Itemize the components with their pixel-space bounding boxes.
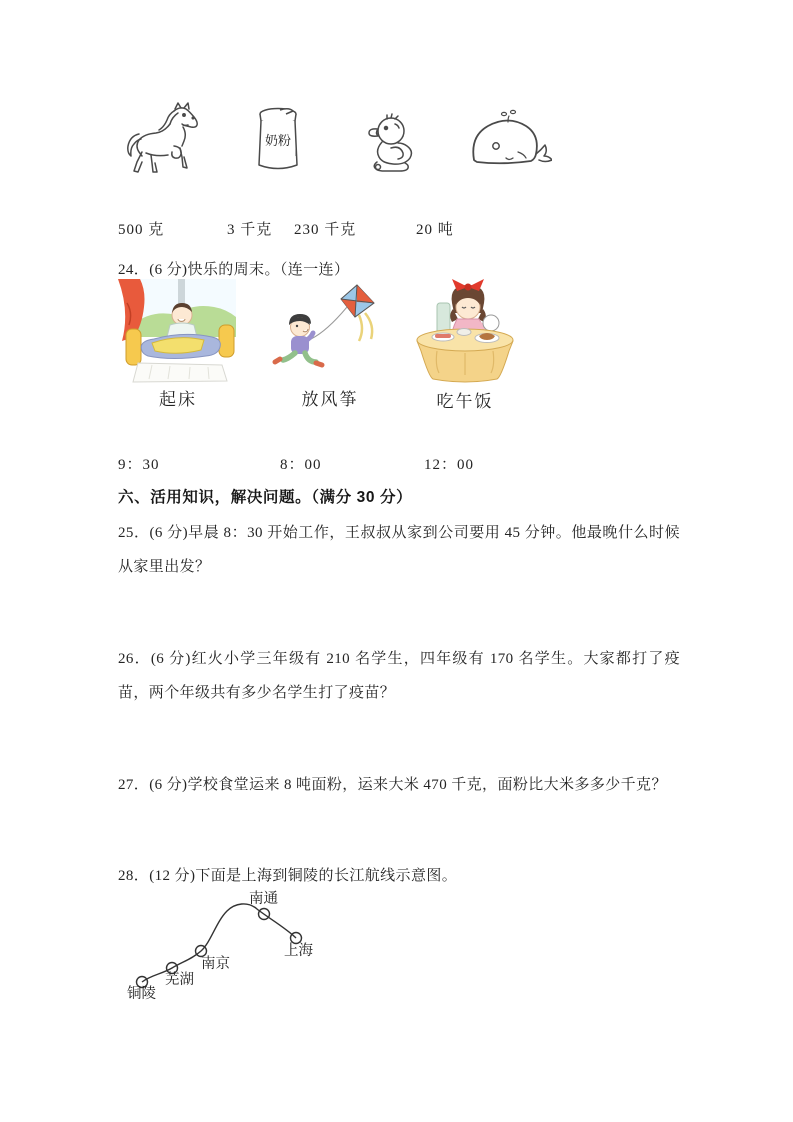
question-28-title: 28．(12 分)下面是上海到铜陵的长江航线示意图。 [118,868,458,884]
activity-label: 起床 [159,390,197,409]
jar-text: 奶粉 [264,133,292,148]
question-25-text: 25．(6 分)早晨 8：30 开始工作，王叔叔从家到公司要用 45 分钟。他最晚什么时候从家里出发？ [118,525,680,575]
weight-option: 230 千克 [294,222,357,238]
weight-option: 500 克 [118,222,165,238]
station-label: 铜陵 [127,986,156,1002]
horse-icon [118,101,200,179]
time-option: 9：30 [118,457,160,473]
station-label: 芜湖 [165,972,194,988]
question-26-text: 26．(6 分)红火小学三年级有 210 名学生，四年级有 170 名学生。大家都打了疫苗，两个年级共有多少名学生打了疫苗？ [118,651,680,701]
route-diagram [105,885,335,1007]
milk-powder-jar-icon [252,106,304,174]
question-27-text: 27．(6 分)学校食堂运来 8 吨面粉，运来大米 470 千克，面粉比大米多多少千克？ [118,777,667,793]
activity-label: 放风筝 [301,390,359,409]
time-option: 8：00 [280,457,322,473]
question-24-title: 24．(6 分)快乐的周末。（连一连） [118,262,350,278]
getting-up-illustration [118,279,238,383]
station-label: 南京 [201,956,230,972]
activity-label: 吃午饭 [436,392,494,411]
activity-figure-getting-up [118,279,238,410]
time-option: 12：00 [424,457,475,473]
eating-lunch-illustration [407,277,523,385]
station-label: 上海 [284,943,313,959]
activity-figure-kite-flying [271,283,389,410]
whale-icon [466,108,552,174]
activity-figure-eating-lunch [407,277,523,412]
section-heading: 六、活用知识，解决问题。（满分 30 分） [118,489,413,506]
duck-icon [364,112,418,176]
weight-option: 20 吨 [416,222,454,238]
station-label: 南通 [249,891,278,907]
weight-option: 3 千克 [227,222,273,238]
kite-flying-illustration [271,283,389,383]
